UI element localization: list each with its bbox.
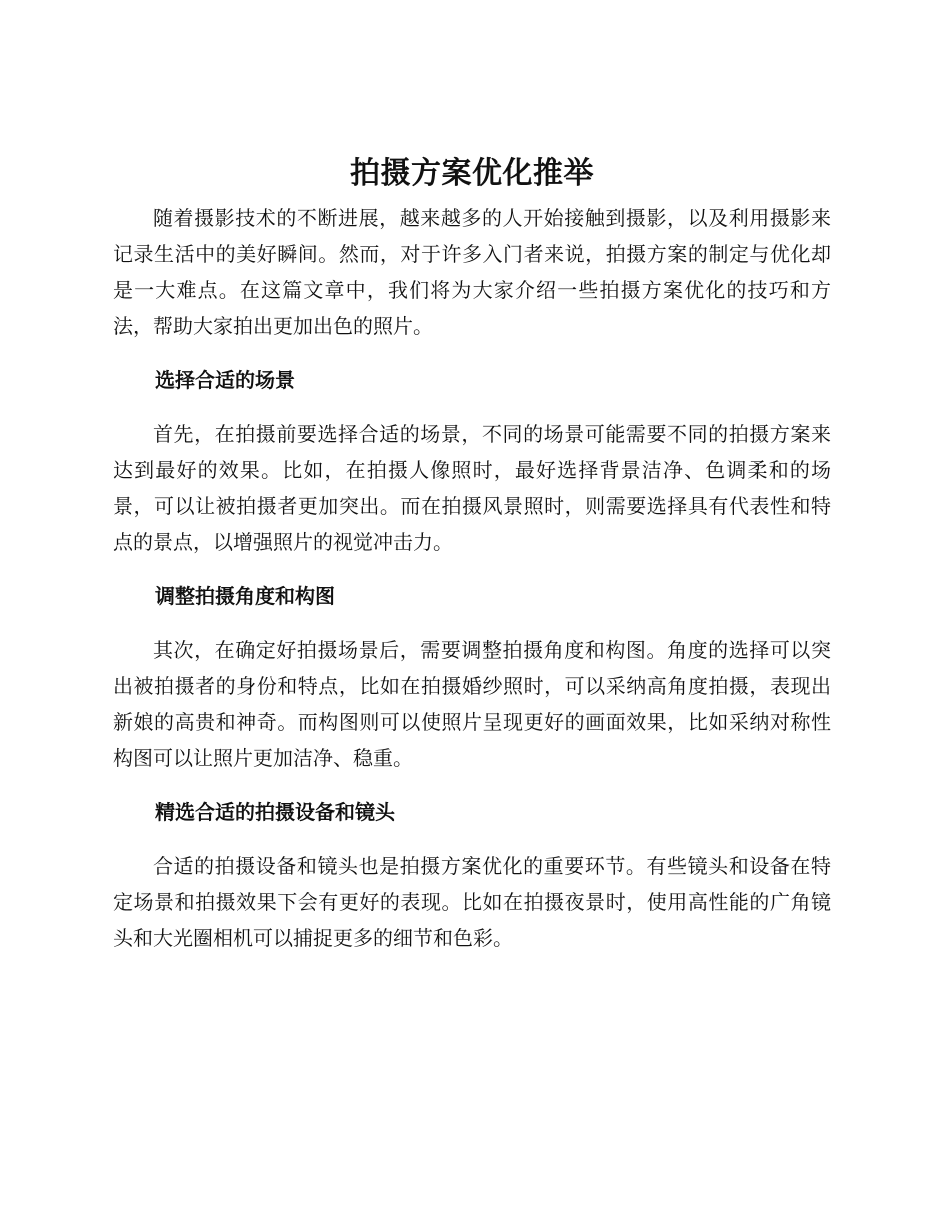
intro-paragraph: 随着摄影技术的不断进展，越来越多的人开始接触到摄影，以及利用摄影来记录生活中的美好瞬间。然而，对于许多入门者来说，拍摄方案的制定与优化却是一大难点。在这篇文章中，我们将为大家介绍一些拍摄方案优化的技巧和方法，帮助大家拍出更加出色的照片。 — [113, 206, 831, 338]
section-body-scene: 首先，在拍摄前要选择合适的场景，不同的场景可能需要不同的拍摄方案来达到最好的效果。比如，在拍摄人像照时，最好选择背景洁净、色调柔和的场景，可以让被拍摄者更加突出。而在拍摄风景照时，则需要选择具有代表性和特点的景点，以增强照片的视觉冲击力。 — [113, 422, 831, 554]
document-page — [113, 148, 831, 956]
document-title: 拍摄方案优化推举 — [350, 156, 594, 191]
section-heading-angle-composition: 调整拍摄角度和构图 — [155, 584, 335, 608]
section-heading-scene: 选择合适的场景 — [155, 368, 295, 392]
section-body-equipment-lens: 合适的拍摄设备和镜头也是拍摄方案优化的重要环节。有些镜头和设备在特定场景和拍摄效果下会有更好的表现。比如在拍摄夜景时，使用高性能的广角镜头和大光圈相机可以捕捉更多的细节和色彩。 — [113, 854, 831, 950]
section-heading-equipment-lens: 精选合适的拍摄设备和镜头 — [155, 800, 395, 824]
section-body-angle-composition: 其次，在确定好拍摄场景后，需要调整拍摄角度和构图。角度的选择可以突出被拍摄者的身份和特点，比如在拍摄婚纱照时，可以采纳高角度拍摄，表现出新娘的高贵和神奇。而构图则可以使照片呈现更好的画面效果，比如采纳对称性构图可以让照片更加洁净、稳重。 — [113, 638, 831, 770]
